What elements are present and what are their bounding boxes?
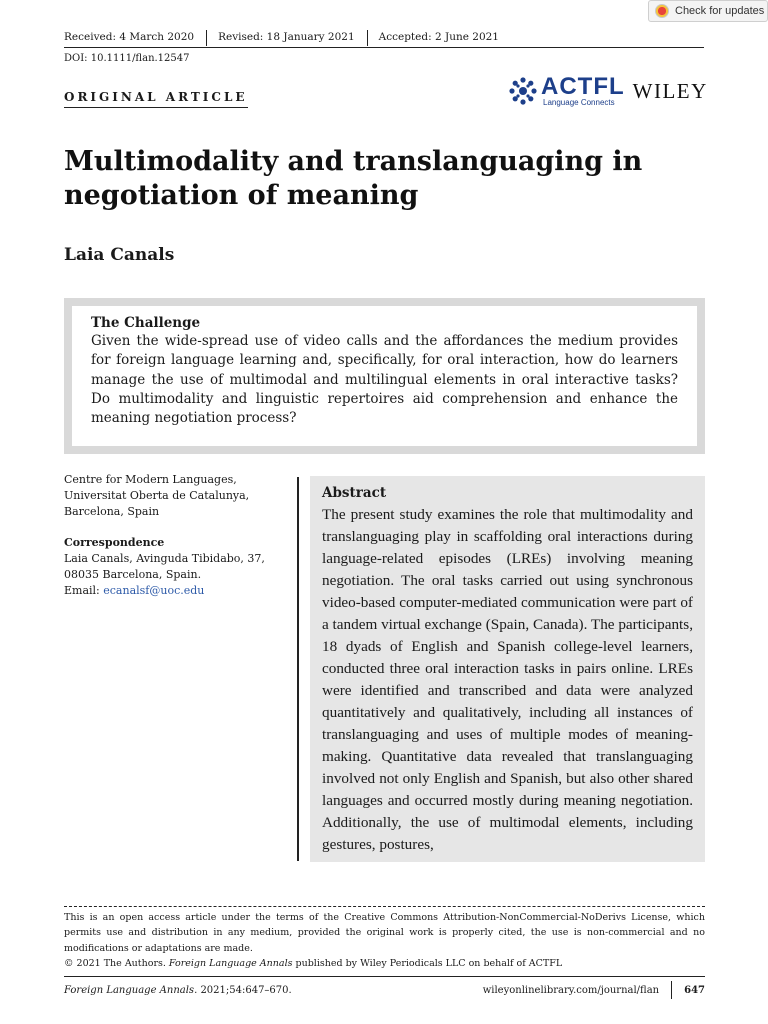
copyright-line [64, 956, 705, 971]
actfl-wiley-logo [507, 75, 708, 107]
footnote-divider [64, 906, 705, 907]
copyright-journal: Foreign Language Annals [168, 957, 293, 969]
author-name: Laia Canals [64, 245, 175, 265]
footer-url[interactable]: wileyonlinelibrary.com/journal/flan [482, 984, 660, 996]
check-updates-label: Check for updates [675, 5, 765, 17]
wiley-wordmark: WILEY [632, 78, 708, 103]
column-divider [297, 477, 299, 861]
crossmark-icon [655, 4, 669, 18]
abstract-text: The present study examines the role that multimodality and translanguaging play in scaffolding oral interactions during language-related episodes (LREs) involving meaning negotiation. The oral tasks carried out using synchronous video-based computer-mediated communication were part of a tandem virtual exchange (Spain, Canada). The participants, 18 dyads of English and Spanish college-level learners, conducted three oral interaction tasks in pairs online. LREs were identified and transcribed and data were analyzed quantitatively and qualitatively, including all instances of translanguaging and uses of multiple modes of meaning-making. Quantitative data revealed that translanguaging involved not only English and Spanish, but also other shared languages and occurred mostly during meaning negotiation. Additionally, the use of multimodal elements, including gestures, postures, [322, 506, 693, 853]
copyright-post: published by Wiley Periodicals LLC on behalf of ACTFL [295, 957, 563, 969]
affiliation-line: Universitat Oberta de Catalunya, [64, 489, 250, 502]
footer-journal: Foreign Language Annals. [64, 984, 198, 996]
footer-separator [671, 981, 672, 999]
page-number: 647 [684, 984, 705, 996]
license-text: This is an open access article under the terms of the Creative Commons Attribution-NonCommercial-NoDerivs License, which permits use and distribution in any medium, provided the original work is properly cited, the use is non-commercial and no modifications or adaptations are made. [64, 912, 705, 954]
affiliation-block [64, 472, 284, 599]
abstract-panel [310, 476, 705, 862]
challenge-heading: The Challenge [91, 315, 201, 331]
correspondence-line: 08035 Barcelona, Spain. [64, 568, 202, 581]
title-line-1: Multimodality and translanguaging in [64, 146, 643, 177]
footer-divider [64, 976, 705, 977]
abstract-heading: Abstract [322, 485, 387, 501]
email-link[interactable]: ecanalsf@uoc.edu [103, 584, 205, 597]
article-type: ORIGINAL ARTICLE [64, 90, 248, 108]
actfl-wordmark: ACTFL [541, 73, 625, 100]
correspondence-line: Laia Canals, Avinguda Tibidabo, 37, [64, 552, 265, 565]
doi: DOI: 10.1111/flan.12547 [64, 53, 190, 64]
correspondence-heading: Correspondence [64, 536, 165, 549]
challenge-text: Given the wide-spread use of video calls and the affordances the medium provides for foreign language learning and, specifically, for oral interaction, how do learners manage the use of multimodal and multilingual elements in oral interactive tasks? Do multimodality and linguistic repertoires aid comprehension and enhance the meaning negotiation process? [91, 333, 678, 427]
challenge-box [64, 298, 705, 454]
publication-dates [64, 30, 704, 48]
copyright-pre: © 2021 The Authors. [64, 957, 166, 969]
article-title [64, 145, 684, 213]
actfl-emblem-icon [507, 75, 539, 107]
page-footer [64, 981, 705, 999]
actfl-tagline: Language Connects [543, 98, 615, 107]
email-label: Email: [64, 584, 100, 597]
affiliation-line: Barcelona, Spain [64, 505, 160, 518]
check-for-updates-button[interactable] [648, 0, 768, 22]
received-date: Received: 4 March 2020 [64, 30, 207, 46]
title-line-2: negotiation of meaning [64, 180, 419, 211]
license-notice [64, 910, 705, 971]
email-row [64, 583, 284, 599]
footer-citation: 2021;54:647–670. [200, 984, 292, 996]
revised-date: Revised: 18 January 2021 [218, 30, 368, 46]
accepted-date: Accepted: 2 June 2021 [378, 31, 499, 43]
affiliation-line: Centre for Modern Languages, [64, 473, 237, 486]
